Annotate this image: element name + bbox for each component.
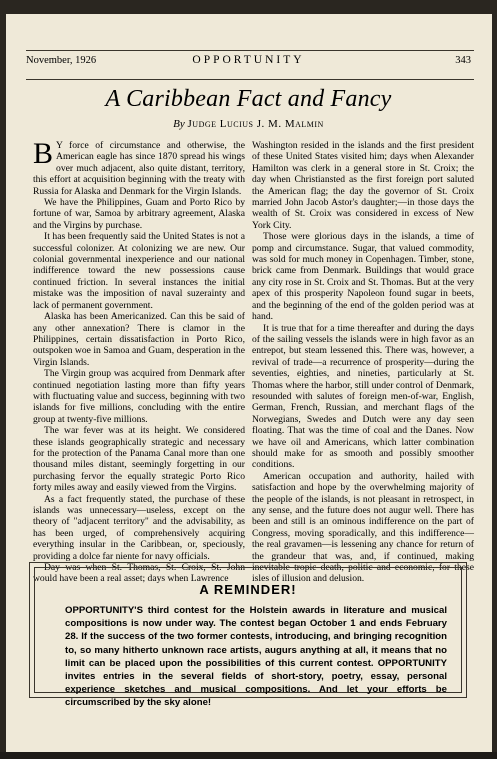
header-date: November, 1926: [26, 55, 97, 66]
reminder-text: OPPORTUNITY'S third contest for the Holstein awards in literature and musical compositions is now under way. The contest began October 1 and ends February 28. If the success of the two former contests, introducing, and bringing recognition to, so many hitherto unknown race artists, augurs anything at all, it means that no limit can be placed upon the possibilities of this current contest. OPPORTUNITY invites entries in the several fields of short-story, poetry, essay, personal experience sketches and musical compositions. And let your efforts be circumscribed by the sky alone!: [65, 605, 447, 709]
header-rule-bottom: [26, 79, 474, 80]
drop-cap: B: [33, 137, 54, 170]
paragraph: American occupation and authority, hailed with satisfaction and hope by the overwhelming majority of the people of the islands, is not pleasant in retrospect, in any sense, and the future does not augur well. There has been and still is an ominous indifference on the part of Congress, moving sporadically, and this indifference—the real gravamen—is lessening any chance for return of the grandeur that was, and, if continued, making inevitable tropic death, politic and economic, for these isles of illusion and delusion.: [252, 470, 474, 585]
byline-prefix: By: [173, 118, 185, 130]
paragraph: As a fact frequently stated, the purchase of these islands was unnecessary—useless, except on the theory of "adjacent territory" and the advisability, as has been urged, of comprehensively acquiring everything insular in the Caribbean, or, speciously, providing a dolce far niente for navy officials.: [33, 493, 245, 562]
article-title: A Caribbean Fact and Fancy: [105, 86, 392, 112]
header-magazine-title: OPPORTUNITY: [192, 54, 305, 66]
paragraph: We have the Philippines, Guam and Porto Rico by fortune of war, Samoa by arbitrary agreement, Alaska and the Virgins by purchase.: [33, 197, 245, 231]
paragraph: Alaska has been Americanized. Can this be said of any other annexation? There is clamor in the Philippines, certain dissatisfaction in Porto Rico, outspoken woe in Samoa and Guam, desperation in the Virgin Islands.: [33, 311, 245, 368]
paragraph: Washington resided in the islands and the first president of these United States visited him; days when Alexander Hamilton was clerk in a general store in St. Croix; the day when Christiansted as the first foreign port saluted the American flag; the day the governor of St. Croix married John Jacob Astor's daughter;—in those days the wealth of St. Croix was considered in excess of New York City.: [252, 140, 474, 231]
article-column-right: [252, 140, 474, 585]
page-bottom-edge: [0, 752, 497, 759]
paragraph-text: Y force of circumstance and otherwise, the American eagle has since 1870 spread his wings over much adjacent, also quite distant, territory, this effort at acquisition beginning with the treaty with Russia for Alaska and Denmark for the Virgin Islands.: [33, 140, 245, 197]
header-rule-top: [26, 50, 474, 51]
article-byline: [0, 118, 497, 130]
paragraph: Those were glorious days in the islands, a time of pomp and circumstance. Sugar, that valued commodity, was sold for much money in Copenhagen. Timber, stone, brick came from Denmark. Buildings that would grace any city rose in St. Croix and St. Thomas. But at the very apex of this prosperity Napoleon found sugar in beets, and the beginning of the end of the golden period was at hand.: [252, 231, 474, 323]
byline-author: Judge Lucius J. M. Malmin: [187, 118, 324, 130]
paragraph: The Virgin group was acquired from Denmark after continued negotiation lasting more than fifty years with fluctuating value and success, beginning with two islands for five millions, concluding with the entire group at twenty-five millions.: [33, 368, 245, 425]
paragraph: It has been frequently said the United States is not a successful colonizer. At colonizing we are new. Our colonial governmental inexperience and our national indifference toward the new possessions cause continued friction. In several instances the initial mistake was the imposition of naval suzerainty and lack of permanent government.: [33, 231, 245, 311]
paragraph: [33, 137, 245, 197]
reminder-box-inner-border: [34, 567, 462, 709]
reminder-box: [29, 562, 467, 709]
article-column-left: [33, 137, 245, 585]
header-page-number: 343: [455, 55, 471, 66]
paragraph: It is true that for a time thereafter and during the days of the sailing vessels the islands were in high favor as an entrepot, but steam lessened this. There was, however, a revival of trade—a recurrence of prosperity—during the seventies, eighties, and nineties, particularly at St. Thomas where the harbor, still under control of Denmark, resounded with salutes of foreign men-of-war, English, German, French, Russian, and merchant flags of the Norwegians, Swedes and Dutch were any day seen floating. That was the time of coal and the Danes. Now we have oil and Americans, which latter combination should make for as smooth and possibly smoother conditions.: [252, 322, 474, 471]
paragraph: Day was when St. Thomas, St. Croix, St. John would have been a real asset; days when Lawrence: [33, 562, 245, 585]
paragraph: The war fever was at its height. We considered these islands geographically strategic and necessary for the protection of the Panama Canal more than one thousand miles distant, seemingly forgetting in our purchasing fervor the equally strategic Porto Rico forty miles away and easily viewed from the Virgins.: [33, 425, 245, 494]
reminder-title: A REMINDER!: [199, 582, 297, 597]
